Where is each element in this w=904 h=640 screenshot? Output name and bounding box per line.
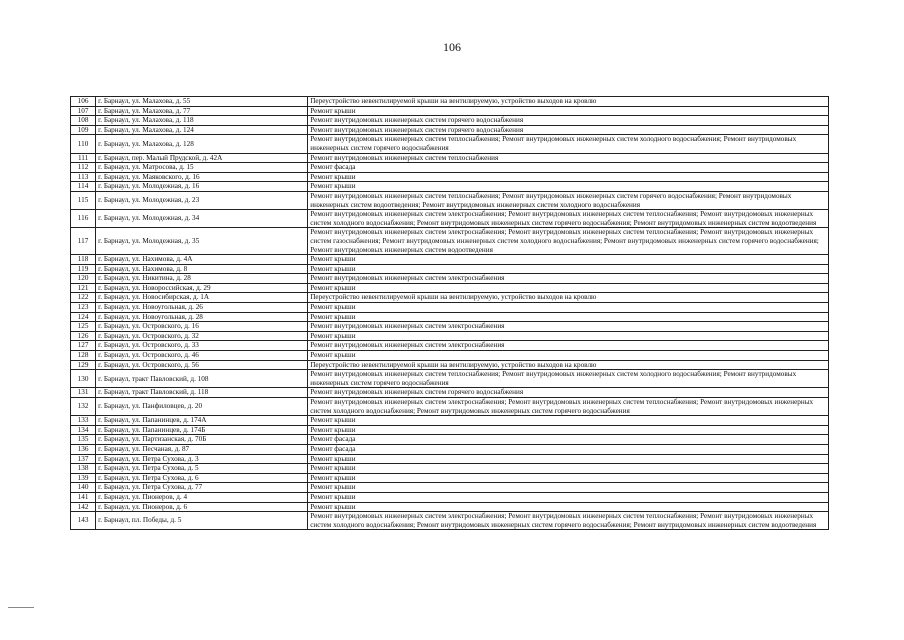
address-cell: г. Барнаул, ул. Малахова, д. 55 (96, 97, 308, 107)
work-type-cell: Ремонт крыши (308, 351, 829, 361)
table-row (71, 106, 829, 116)
address-cell: г. Барнаул, ул. Новоугольная, д. 26 (96, 303, 308, 313)
work-type-cell: Ремонт крыши (308, 312, 829, 322)
row-number-cell: 134 (71, 425, 96, 435)
table-row (71, 388, 829, 398)
table-row (71, 163, 829, 173)
address-cell: г. Барнаул, ул. Папанинцев, д. 174Б (96, 425, 308, 435)
address-cell: г. Барнаул, пер. Малый Прудской, д. 42А (96, 153, 308, 163)
work-type-cell: Ремонт крыши (308, 416, 829, 426)
row-number-cell: 110 (71, 135, 96, 153)
row-number-cell: 119 (71, 264, 96, 274)
table-row (71, 492, 829, 502)
works-table (70, 96, 829, 530)
row-number-cell: 108 (71, 116, 96, 126)
work-type-cell: Ремонт фасада (308, 163, 829, 173)
row-number-cell: 118 (71, 255, 96, 265)
table-row (71, 416, 829, 426)
address-cell: г. Барнаул, ул. Нахимова, д. 8 (96, 264, 308, 274)
work-type-cell: Ремонт крыши (308, 425, 829, 435)
row-number-cell: 132 (71, 398, 96, 416)
work-type-cell: Ремонт внутридомовых инженерных систем электроснабжения (308, 322, 829, 332)
row-number-cell: 127 (71, 341, 96, 351)
address-cell: г. Барнаул, ул. Папанинцев, д. 174А (96, 416, 308, 426)
work-type-cell: Ремонт внутридомовых инженерных систем теплоснабжения; Ремонт внутридомовых инженерных систем горячего водоснабжения; Ремонт внутридомовых инженерных систем водоотведения; Ремонт внутридомовых инженерных систем холодного водоснабжения (308, 191, 829, 209)
table-row (71, 483, 829, 493)
row-number-cell: 140 (71, 483, 96, 493)
table-row (71, 473, 829, 483)
scan-mark (8, 607, 34, 608)
row-number-cell: 117 (71, 228, 96, 255)
table-row (71, 125, 829, 135)
address-cell: г. Барнаул, ул. Островского, д. 56 (96, 360, 308, 370)
table-row (71, 135, 829, 153)
address-cell: г. Барнаул, ул. Островского, д. 32 (96, 331, 308, 341)
work-type-cell: Ремонт крыши (308, 464, 829, 474)
address-cell: г. Барнаул, ул. Пионеров, д. 6 (96, 502, 308, 512)
table-row (71, 502, 829, 512)
work-type-cell: Ремонт крыши (308, 303, 829, 313)
work-type-cell: Ремонт крыши (308, 172, 829, 182)
table-row (71, 444, 829, 454)
work-type-cell: Ремонт внутридомовых инженерных систем горячего водоснабжения (308, 116, 829, 126)
row-number-cell: 123 (71, 303, 96, 313)
page-number: 106 (443, 40, 461, 54)
row-number-cell: 122 (71, 293, 96, 303)
row-number-cell: 138 (71, 464, 96, 474)
table-row (71, 191, 829, 209)
work-type-cell: Ремонт крыши (308, 255, 829, 265)
address-cell: г. Барнаул, ул. Петра Сухова, д. 5 (96, 464, 308, 474)
table-row (71, 172, 829, 182)
work-type-cell: Переустройство невентилируемой крыши на вентилируемую, устройство выходов на кровлю (308, 293, 829, 303)
row-number-cell: 124 (71, 312, 96, 322)
address-cell: г. Барнаул, ул. Петра Сухова, д. 6 (96, 473, 308, 483)
address-cell: г. Барнаул, ул. Никитина, д. 28 (96, 274, 308, 284)
address-cell: г. Барнаул, пл. Победы, д. 5 (96, 512, 308, 530)
work-type-cell: Ремонт крыши (308, 454, 829, 464)
table-row (71, 182, 829, 192)
address-cell: г. Барнаул, тракт Павловский, д. 108 (96, 370, 308, 388)
address-cell: г. Барнаул, ул. Песчаная, д. 87 (96, 444, 308, 454)
address-cell: г. Барнаул, ул. Молодежная, д. 35 (96, 228, 308, 255)
work-type-cell: Ремонт внутридомовых инженерных систем горячего водоснабжения (308, 125, 829, 135)
work-type-cell: Переустройство невентилируемой крыши на вентилируемую, устройство выходов на кровлю (308, 97, 829, 107)
work-type-cell: Ремонт внутридомовых инженерных систем электроснабжения; Ремонт внутридомовых инженерных систем теплоснабжения; Ремонт внутридомовых инженерных систем холодного водоснабжения; Ремонт внутридомовых инженерных систем горячего водоснабжения (308, 398, 829, 416)
row-number-cell: 129 (71, 360, 96, 370)
row-number-cell: 128 (71, 351, 96, 361)
work-type-cell: Ремонт внутридомовых инженерных систем электроснабжения (308, 341, 829, 351)
row-number-cell: 121 (71, 283, 96, 293)
address-cell: г. Барнаул, ул. Островского, д. 16 (96, 322, 308, 332)
work-type-cell: Ремонт крыши (308, 483, 829, 493)
work-type-cell: Ремонт крыши (308, 182, 829, 192)
table-row (71, 303, 829, 313)
table-row (71, 398, 829, 416)
address-cell: г. Барнаул, ул. Молодежная, д. 16 (96, 182, 308, 192)
address-cell: г. Барнаул, ул. Малахова, д. 77 (96, 106, 308, 116)
row-number-cell: 125 (71, 322, 96, 332)
work-type-cell: Ремонт внутридомовых инженерных систем электроснабжения; Ремонт внутридомовых инженерных систем теплоснабжения; Ремонт внутридомовых инженерных систем холодного водоснабжения; Ремонт внутридомовых инженерных систем горячего водоснабжения; Ремонт внутридомовых инженерных систем водоотведения (308, 512, 829, 530)
work-type-cell: Ремонт крыши (308, 492, 829, 502)
row-number-cell: 107 (71, 106, 96, 116)
work-type-cell: Ремонт крыши (308, 264, 829, 274)
work-type-cell: Ремонт внутридомовых инженерных систем теплоснабжения (308, 153, 829, 163)
address-cell: г. Барнаул, ул. Матросова, д. 15 (96, 163, 308, 173)
row-number-cell: 136 (71, 444, 96, 454)
row-number-cell: 139 (71, 473, 96, 483)
work-type-cell: Ремонт внутридомовых инженерных систем теплоснабжения; Ремонт внутридомовых инженерных систем холодного водоснабжения; Ремонт внутридомовых инженерных систем горячего водоснабжения (308, 135, 829, 153)
row-number-cell: 130 (71, 370, 96, 388)
address-cell: г. Барнаул, ул. Новороссийская, д. 29 (96, 283, 308, 293)
row-number-cell: 106 (71, 97, 96, 107)
row-number-cell: 116 (71, 210, 96, 228)
table-row (71, 370, 829, 388)
work-type-cell: Ремонт внутридомовых инженерных систем электроснабжения; Ремонт внутридомовых инженерных систем теплоснабжения; Ремонт внутридомовых инженерных систем газоснабжения; Ремонт внутридомовых инженерных систем холодного водоснабжения; Ремонт внутридомовых инженерных систем горячего водоснабжения; Ремонт внутридомовых инженерных систем водоотведения (308, 228, 829, 255)
address-cell: г. Барнаул, ул. Новосибирская, д. 1А (96, 293, 308, 303)
work-type-cell: Ремонт крыши (308, 473, 829, 483)
table-row (71, 351, 829, 361)
table-row (71, 331, 829, 341)
table-row (71, 97, 829, 107)
address-cell: г. Барнаул, ул. Нахимова, д. 4А (96, 255, 308, 265)
address-cell: г. Барнаул, тракт Павловский, д. 118 (96, 388, 308, 398)
address-cell: г. Барнаул, ул. Маяковского, д. 16 (96, 172, 308, 182)
row-number-cell: 141 (71, 492, 96, 502)
row-number-cell: 112 (71, 163, 96, 173)
works-table-body (71, 97, 829, 530)
row-number-cell: 131 (71, 388, 96, 398)
table-row (71, 255, 829, 265)
table-row (71, 454, 829, 464)
row-number-cell: 111 (71, 153, 96, 163)
table-row (71, 360, 829, 370)
table-row (71, 312, 829, 322)
work-type-cell: Ремонт внутридомовых инженерных систем горячего водоснабжения (308, 388, 829, 398)
address-cell: г. Барнаул, ул. Островского, д. 33 (96, 341, 308, 351)
address-cell: г. Барнаул, ул. Партизанская, д. 70Б (96, 435, 308, 445)
table-row (71, 322, 829, 332)
address-cell: г. Барнаул, ул. Малахова, д. 124 (96, 125, 308, 135)
work-type-cell: Ремонт внутридомовых инженерных систем теплоснабжения; Ремонт внутридомовых инженерных систем холодного водоснабжения; Ремонт внутридомовых инженерных систем горячего водоснабжения (308, 370, 829, 388)
table-row (71, 425, 829, 435)
work-type-cell: Ремонт крыши (308, 502, 829, 512)
row-number-cell: 137 (71, 454, 96, 464)
work-type-cell: Ремонт фасада (308, 444, 829, 454)
table-row (71, 116, 829, 126)
address-cell: г. Барнаул, ул. Малахова, д. 128 (96, 135, 308, 153)
address-cell: г. Барнаул, ул. Молодежная, д. 34 (96, 210, 308, 228)
row-number-cell: 143 (71, 512, 96, 530)
table-row (71, 210, 829, 228)
address-cell: г. Барнаул, ул. Петра Сухова, д. 77 (96, 483, 308, 493)
table-row (71, 464, 829, 474)
row-number-cell: 115 (71, 191, 96, 209)
table-row (71, 435, 829, 445)
table-row (71, 264, 829, 274)
work-type-cell: Ремонт внутридомовых инженерных систем электроснабжения (308, 274, 829, 284)
row-number-cell: 142 (71, 502, 96, 512)
address-cell: г. Барнаул, ул. Островского, д. 46 (96, 351, 308, 361)
address-cell: г. Барнаул, ул. Молодежная, д. 23 (96, 191, 308, 209)
row-number-cell: 109 (71, 125, 96, 135)
work-type-cell: Переустройство невентилируемой крыши на вентилируемую, устройство выходов на кровлю (308, 360, 829, 370)
work-type-cell: Ремонт внутридомовых инженерных систем электроснабжения; Ремонт внутридомовых инженерных систем теплоснабжения; Ремонт внутридомовых инженерных систем холодного водоснабжения; Ремонт внутридомовых инженерных систем горячего водоснабжения; Ремонт внутридомовых инженерных систем водоотведения (308, 210, 829, 228)
work-type-cell: Ремонт фасада (308, 435, 829, 445)
work-type-cell: Ремонт крыши (308, 331, 829, 341)
work-type-cell: Ремонт крыши (308, 283, 829, 293)
row-number-cell: 135 (71, 435, 96, 445)
work-type-cell: Ремонт крыши (308, 106, 829, 116)
address-cell: г. Барнаул, ул. Новоугольная, д. 28 (96, 312, 308, 322)
table-row (71, 274, 829, 284)
table-row (71, 293, 829, 303)
table-row (71, 153, 829, 163)
table-row (71, 341, 829, 351)
row-number-cell: 120 (71, 274, 96, 284)
row-number-cell: 133 (71, 416, 96, 426)
address-cell: г. Барнаул, ул. Панфиловцев, д. 20 (96, 398, 308, 416)
address-cell: г. Барнаул, ул. Петра Сухова, д. 3 (96, 454, 308, 464)
table-row (71, 283, 829, 293)
table-row (71, 512, 829, 530)
row-number-cell: 113 (71, 172, 96, 182)
table-row (71, 228, 829, 255)
row-number-cell: 114 (71, 182, 96, 192)
row-number-cell: 126 (71, 331, 96, 341)
address-cell: г. Барнаул, ул. Пионеров, д. 4 (96, 492, 308, 502)
address-cell: г. Барнаул, ул. Малахова, д. 118 (96, 116, 308, 126)
